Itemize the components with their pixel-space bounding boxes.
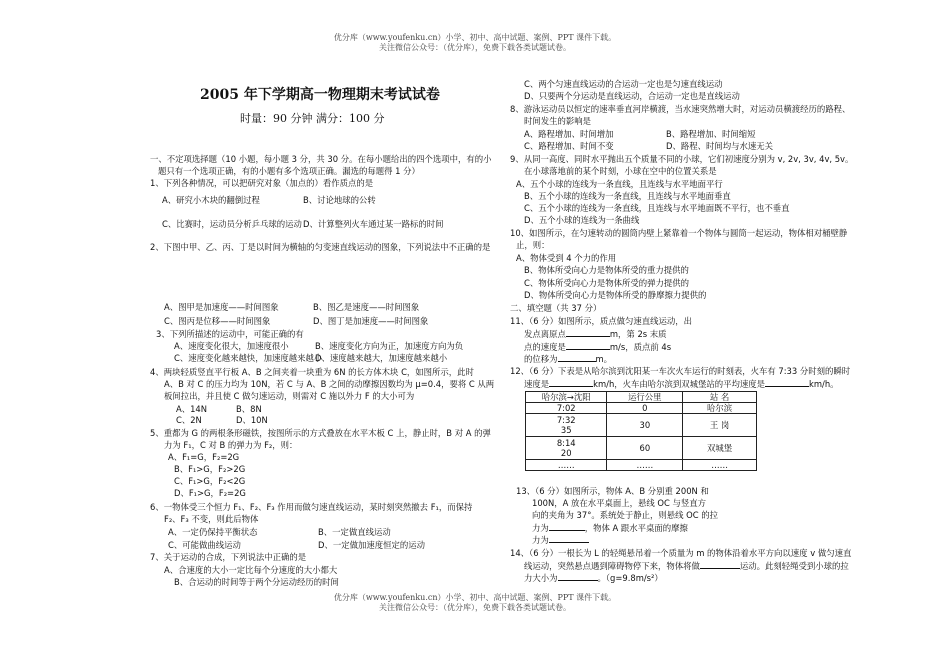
q1-option-c: C、比赛时，运动员分析乒乓球的运动: [162, 219, 302, 229]
q11-text-6: m。: [595, 354, 613, 364]
q10-stem-1: 10、如图所示，在匀速转动的圆筒内壁上紧靠着一个物体与圆筒一起运动，物体相对桶壁静: [510, 228, 848, 238]
table-cell: ……: [607, 460, 683, 471]
q11-line-1: [524, 328, 667, 340]
table-row: [526, 403, 757, 414]
q10-option-b: B、物体所受向心力是物体所受的重力提供的: [524, 265, 689, 275]
q9-option-d: D、五个小球的连线为一条曲线: [524, 215, 640, 225]
q2-option-a: A、图甲是加速度——时间图象: [164, 302, 279, 312]
q8-stem-2: 时间发生的影响是: [524, 116, 591, 126]
q2-option-c: C、图丙是位移——时间图象: [164, 316, 271, 326]
q8-option-b: B、路程增加、时间缩短: [666, 129, 756, 139]
q13-blank-1[interactable]: [549, 522, 585, 531]
q12-text-3: km/h。: [809, 379, 839, 389]
q7-option-c: C、两个匀速直线运动的合运动一定也是匀速直线运动: [524, 79, 723, 89]
q13-text-2: ，物体 A 跟水平桌面的摩擦: [584, 523, 688, 533]
q8-option-d: D、路程、时间均与水速无关: [666, 141, 773, 151]
q7-option-b: B、合运动的时间等于两个分运动经历的时间: [174, 577, 339, 587]
q12-blank-2[interactable]: [765, 378, 809, 387]
q8-option-a: A、路程增加、时间增加: [524, 129, 614, 139]
q5-stem-2: 力为 F₁，C 对 B 的弹力为 F₂，则：: [164, 440, 298, 450]
q14-blank-1[interactable]: [700, 560, 740, 569]
table-cell: 8:14 20: [526, 437, 607, 460]
q11-line-3: [524, 353, 612, 365]
q5-option-d: D、F₁>G，F₂=2G: [174, 488, 246, 498]
q13-text-1: 力为: [532, 523, 549, 533]
q6-stem-2: F₂、F₃ 不变，则此后物体: [164, 514, 259, 524]
q12-stem-2: [524, 378, 839, 390]
table-cell: 0: [607, 403, 683, 414]
q14-stem-2: [524, 560, 849, 572]
table-header-row: [526, 392, 757, 403]
q6-option-a: A、一定仍保持平衡状态: [168, 527, 258, 537]
table-row: [526, 437, 757, 460]
q11-stem: 11、（6 分）如图所示，质点做匀速直线运动，出: [510, 316, 692, 326]
q2-option-d: D、图丁是加速度——时间图象: [313, 316, 429, 326]
train-timetable: [525, 391, 757, 471]
q13-stem-5: [532, 534, 589, 546]
q8-option-c: C、路程增加、时间不变: [524, 141, 614, 151]
q14-stem-3: [524, 572, 663, 584]
q10-stem-2: 止，则：: [516, 240, 550, 250]
q14-text-1: 线运动，突然悬点遇到障碍物停下来，物体将做: [524, 561, 700, 571]
q13-stem-3: 向的夹角为 37°。系统处于静止，则悬线 OC 的拉: [532, 510, 719, 520]
q12-text-1: 速度是: [524, 379, 550, 389]
q11-blank-1[interactable]: [566, 328, 610, 337]
table-cell: ……: [526, 460, 607, 471]
q4-option-d: D、10N: [236, 415, 268, 425]
q10-option-c: C、物体所受向心力是物体所受的弹力提供的: [524, 278, 689, 288]
q4-stem-2: A、B 对 C 的压力均为 10N，若 C 与 A、B 之间的动摩擦因数均为 μ=0.4，要将 C 从两: [164, 379, 495, 389]
q13-text-3: 力为: [532, 535, 549, 545]
q11-text-4: m/s，质点前 4s: [609, 342, 672, 352]
table-header: 运行公里: [607, 392, 683, 403]
q4-stem-3: 板间拉出，并且使 C 做匀速运动，则需对 C 施以外力 F 的大小可为: [164, 391, 415, 401]
q13-stem-1: 13、（6 分）如图所示，物体 A、B 分别重 200N 和: [516, 486, 709, 496]
table-cell: 双城堡: [683, 437, 757, 460]
q3-option-a: A、速度变化很大，加速度很小: [174, 341, 289, 351]
q6-option-c: C、可能做曲线运动: [168, 540, 241, 550]
q3-option-b: B、速度变化方向为正，加速度方向为负: [315, 341, 464, 351]
q6-option-b: B、一定做直线运动: [318, 527, 391, 537]
q4-stem-1: 4、两块轻质竖直平行板 A、B 之间夹着一块重为 6N 的长方体木块 C，如图所示，此时: [150, 367, 474, 377]
q14-text-3: 力大小为: [524, 573, 558, 583]
table-header: 站 名: [683, 392, 757, 403]
q13-blank-2[interactable]: [549, 534, 589, 543]
table-cell: 7:02: [526, 403, 607, 414]
q5-option-b: B、F₁>G，F₂>2G: [174, 464, 246, 474]
q5-option-a: A、F₁=G，F₂=2G: [168, 452, 240, 462]
q4-option-c: C、2N: [176, 415, 202, 425]
q9-stem-2: 在小球落地前的某个时刻，小球在空中的位置关系是: [524, 166, 717, 176]
table-cell: 王 岗: [683, 414, 757, 437]
table-cell: ……: [683, 460, 757, 471]
section-2-heading: 二、填空题（共 37 分）: [510, 303, 602, 313]
q12-stem-1: 12、（6 分）下表是从哈尔滨到沈阳某一车次火车运行的时刻表，火车有 7:33 分时刻的瞬时: [510, 366, 851, 376]
exam-title: 2005 年下学期高一物理期末考试试卷: [200, 87, 440, 103]
q11-blank-2[interactable]: [566, 341, 610, 350]
q11-text-3: 点的速度是: [524, 342, 566, 352]
table-header: 哈尔滨→沈阳: [526, 392, 607, 403]
table-cell: 哈尔滨: [683, 403, 757, 414]
q1-option-b: B、讨论地球的公转: [303, 195, 376, 205]
section-1-heading-2: 题只有一个选项正确，有的小题有多个选项正确。漏选的每题得 1 分）: [158, 166, 420, 176]
q11-line-2: [524, 341, 671, 353]
header-watermark-1: 优分库（www.youfenku.cn）小学、初中、高中试题、案例、PPT 课件下载。: [333, 33, 617, 42]
q11-text-5: 的位移为: [524, 354, 558, 364]
q3-option-c: C、速度变化越来越快，加速度越来越小: [174, 353, 323, 363]
table-cell: 7:32 35: [526, 414, 607, 437]
q6-option-d: D、一定做加速度恒定的运动: [318, 540, 425, 550]
q1-stem: 1、下列各种情况，可以把研究对象（加点的）看作质点的是: [150, 178, 374, 188]
section-1-heading: 一、不定项选择题（10 小题，每小题 3 分，共 30 分。在每小题给出的四个选项中，有的小: [150, 154, 492, 164]
q3-option-d: D、速度越来越大，加速度越来越小: [315, 353, 448, 363]
q5-option-c: C、F₁>G，F₂<2G: [174, 476, 246, 486]
q7-option-a: A、合速度的大小一定比每个分速度的大小都大: [164, 565, 338, 575]
table-cell: 60: [607, 437, 683, 460]
q1-option-d: D、计算整列火车通过某一路标的时间: [303, 219, 444, 229]
q4-option-b: B、8N: [236, 404, 262, 414]
q5-stem-1: 5、重都为 G 的两根条形磁铁，按图所示的方式叠放在水平木板 C 上，静止时，B 对 A 的弹: [150, 428, 491, 438]
footer-watermark-2: 关注微信公众号：（优分库），免费下载各类试题试卷。: [379, 603, 571, 612]
q11-text-2: m，第 2s 末质: [609, 329, 667, 339]
q14-text-4: 。（g=9.8m/s²）: [597, 573, 663, 583]
q2-stem: 2、下图中甲、乙、丙、丁是以时间为横轴的匀变速直线运动的图象，下列说法中不正确的是: [150, 242, 491, 252]
q11-text-1: 发点离原点: [524, 329, 566, 339]
q2-option-b: B、图乙是速度——时间图象: [313, 302, 420, 312]
q6-stem-1: 6、一物体受三个恒力 F₁、F₂、F₃ 作用而做匀速直线运动，某时刻突然撤去 F₁，而保持: [150, 502, 473, 512]
q12-text-2: km/h，火车由哈尔滨到双城堡站的平均速度是: [593, 379, 766, 389]
header-watermark-2: 关注微信公众号：（优分库），免费下载各类试题试卷。: [379, 43, 571, 52]
q14-text-2: 运动。此刻轻绳受到小球的拉: [739, 561, 849, 571]
table-cell: 30: [607, 414, 683, 437]
q9-option-a: A、五个小球的连线为一条直线，且连线与水平地面平行: [516, 179, 723, 189]
exam-subtitle: 时量：90 分钟 满分：100 分: [240, 112, 385, 125]
q10-option-d: D、物体所受向心力是物体所受的静摩擦力提供的: [524, 290, 707, 300]
q9-stem-1: 9、从同一高度、同时水平抛出五个质量不同的小球，它们初速度分别为 v, 2v, 3v, 4v, 5v。: [510, 154, 854, 164]
q1-option-a: A、研究小木块的翻倒过程: [162, 195, 260, 205]
q13-stem-4: [532, 522, 688, 534]
q11-blank-3[interactable]: [558, 353, 596, 362]
q7-option-d: D、只要两个分运动是直线运动，合运动一定也是直线运动: [524, 91, 740, 101]
q12-blank-1[interactable]: [549, 378, 593, 387]
table-row: [526, 460, 757, 471]
q3-stem: 3、下列所描述的运动中，可能正确的有: [156, 329, 304, 339]
q7-stem: 7、关于运动的合成，下列说法中正确的是: [150, 552, 307, 562]
table-row: [526, 414, 757, 437]
q14-blank-2[interactable]: [558, 572, 598, 581]
q4-option-a: A、14N: [176, 404, 208, 414]
q8-stem-1: 8、游泳运动员以恒定的速率垂直河岸横渡，当水速突然增大时，对运动员横渡经历的路程、: [510, 104, 851, 114]
footer-watermark-1: 优分库（www.youfenku.cn）小学、初中、高中试题、案例、PPT 课件下载。: [333, 593, 617, 602]
q13-stem-2: 100N，A 放在水平桌面上，悬线 OC 与竖直方: [532, 498, 707, 508]
q9-option-b: B、五个小球的连线为一条直线，且连线与水平地面垂直: [524, 191, 731, 201]
q9-option-c: C、五个小球的连线为一条直线，且连线与水平地面既不平行，也不垂直: [524, 203, 790, 213]
q14-stem-1: 14、（6 分）一根长为 L 的轻绳悬吊着一个质量为 m 的物体沿着水平方向以速度 v 做匀速直: [510, 548, 852, 558]
q10-option-a: A、物体受到 4 个力的作用: [516, 253, 617, 263]
